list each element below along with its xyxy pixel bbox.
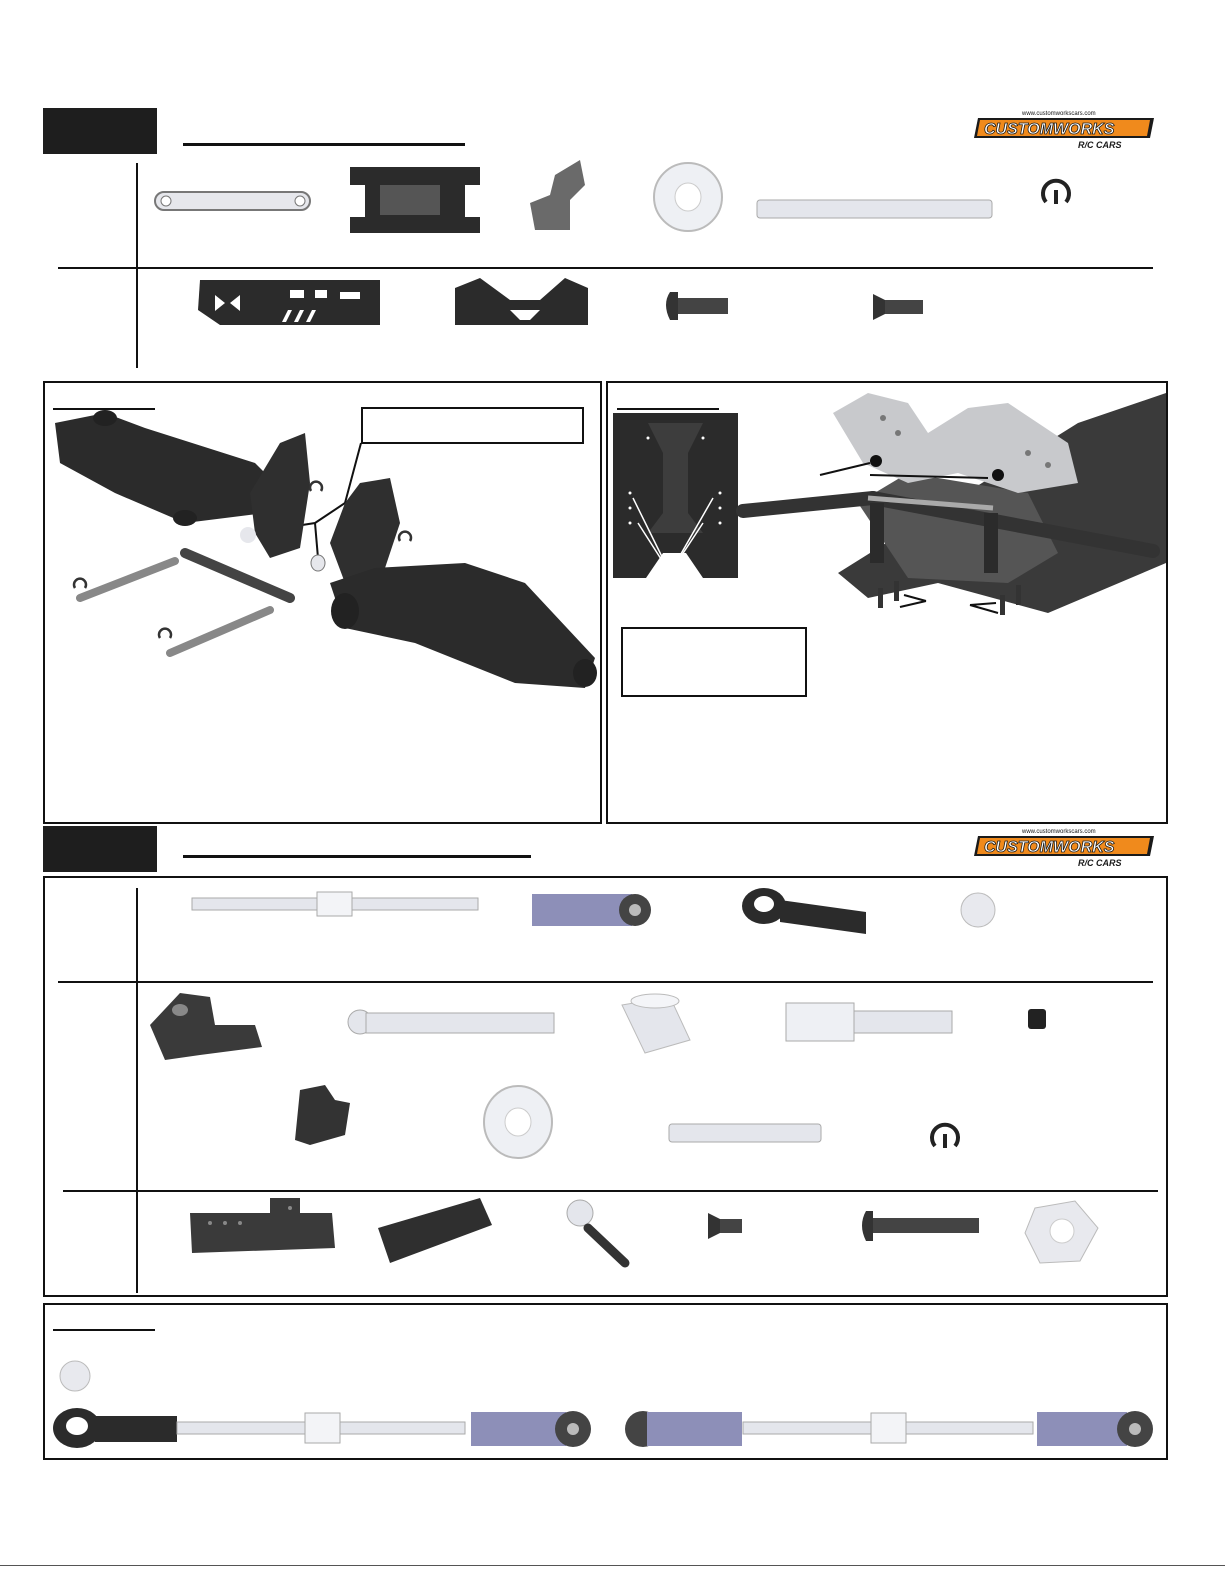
logo-brand: CUSTOMWORKS <box>984 121 1115 138</box>
bellcrank-mount-part <box>295 1085 350 1145</box>
step-title-underline-2 <box>183 855 531 858</box>
logo-url-2: www.customworkscars.com <box>1022 829 1096 835</box>
parts-row-5 <box>140 1193 1140 1273</box>
step-tab-1 <box>43 108 157 154</box>
parts-row-3 <box>140 882 1140 977</box>
linkage-heading-underline <box>53 1329 155 1331</box>
flat-head-screw-part <box>873 294 923 320</box>
parts-grid-2-divider-v <box>136 888 138 1293</box>
ball-stud-long-part <box>348 1010 554 1034</box>
e-clip-part <box>1043 181 1069 204</box>
logo-url: www.customworkscars.com <box>1022 111 1096 117</box>
chassis-assembly-illustration <box>608 383 1166 823</box>
parts-row-2 <box>140 270 1040 350</box>
steering-post-part <box>786 1003 952 1041</box>
servo-block-part <box>378 1198 492 1263</box>
bearing-part <box>654 163 722 231</box>
plastic-rod-end-part <box>742 888 866 934</box>
pivot-ball-part <box>961 893 995 927</box>
locknut-part <box>1025 1201 1098 1263</box>
parts-grid-2-divider-h2 <box>63 1190 1158 1192</box>
logo-tagline-2: R/C CARS <box>1078 858 1122 868</box>
step-tab-2 <box>43 826 157 872</box>
hinge-pin-long-part <box>757 200 992 218</box>
steering-linkage-illustration <box>45 1340 1165 1455</box>
customworks-logo <box>970 106 1160 150</box>
arm-assembly-illustration <box>45 383 600 823</box>
set-screw-part <box>1028 1009 1046 1029</box>
turnbuckle-rod-part <box>192 892 478 916</box>
spacer-part <box>622 994 690 1053</box>
customworks-logo-2 <box>970 824 1160 868</box>
upper-deck-part <box>455 278 588 325</box>
page-footer-rule <box>0 1565 1225 1566</box>
aluminum-rod-end-part <box>532 894 651 926</box>
parts-row-1 <box>140 155 1140 255</box>
parts-grid-divider-h <box>58 267 1153 269</box>
bearing-part-2 <box>484 1086 552 1158</box>
logo-tagline: R/C CARS <box>1078 140 1122 150</box>
logo-brand-2: CUSTOMWORKS <box>984 839 1115 856</box>
suspension-arm-part <box>350 167 480 233</box>
step-title-underline-1 <box>183 143 465 146</box>
parts-grid-divider-v <box>136 163 138 368</box>
button-head-screw-long-part <box>862 1211 979 1241</box>
ball-stud-short-part <box>567 1200 625 1263</box>
e-clip-part-2 <box>932 1125 958 1148</box>
parts-grid-2-divider-h1 <box>58 981 1153 983</box>
steering-crank-part <box>150 993 262 1060</box>
link-rod-part <box>155 192 310 210</box>
servo-mount-plate-part <box>190 1198 335 1253</box>
flat-head-screw-part-2 <box>708 1213 742 1239</box>
parts-row-4 <box>140 985 1140 1185</box>
hub-carrier-part <box>530 160 585 230</box>
hinge-pin-short-part <box>669 1124 821 1142</box>
chassis-plate-part <box>198 280 380 325</box>
button-head-screw-part <box>666 292 728 320</box>
